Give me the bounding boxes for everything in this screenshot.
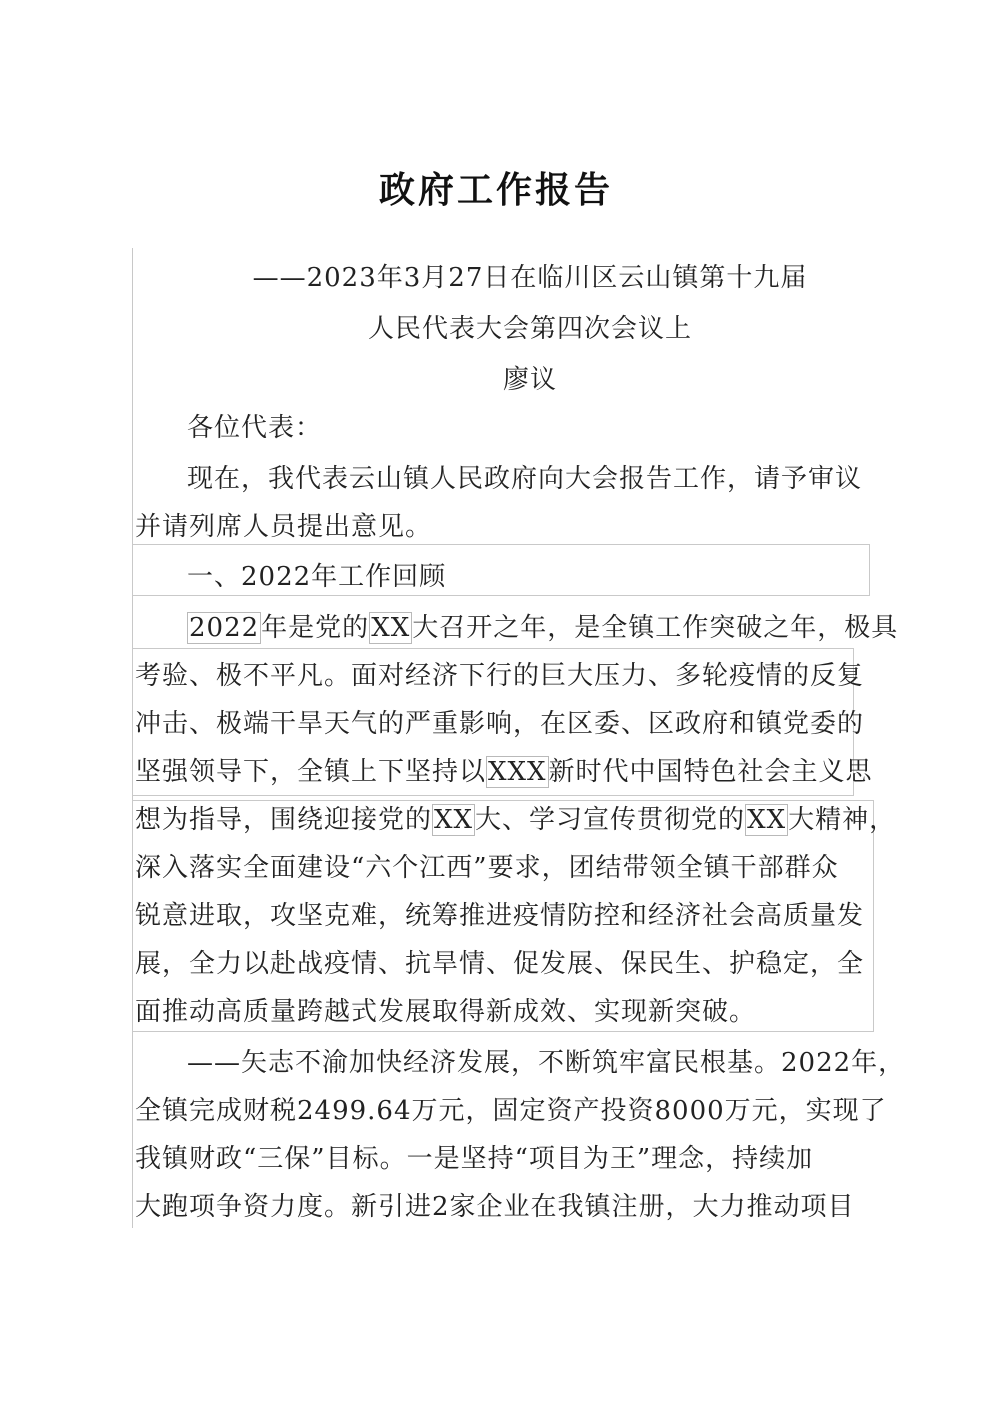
paragraph1-line-1 bbox=[135, 610, 927, 646]
page-margin-rule bbox=[132, 248, 133, 1228]
paragraph1-line-6: 深入落实全面建设“六个江西”要求，团结带领全镇干部群众 bbox=[135, 853, 839, 883]
paragraph1-line-4-text-b: 新时代中国特色社会主义思 bbox=[548, 757, 873, 787]
year-highlight: 2022 bbox=[189, 613, 260, 643]
paragraph1-line-1-text-b: 大召开之年，是全镇工作突破之年，极具 bbox=[412, 613, 899, 643]
subtitle-line-1: ——2023年3月27日在临川区云山镇第十九届 bbox=[252, 263, 808, 293]
paragraph1-line-4 bbox=[135, 754, 875, 790]
paragraph1-line-1-text-a: 年是党的 bbox=[261, 613, 370, 643]
paragraph2-line-1: ——矢志不渝加快经济发展，不断筑牢富民根基。2022年， bbox=[187, 1048, 906, 1078]
placeholder-highlight: XX bbox=[747, 805, 787, 835]
paragraph1-line-8: 展，全力以赴战疫情、抗旱情、促发展、保民生、护稳定，全 bbox=[135, 949, 865, 979]
placeholder-highlight: XXX bbox=[488, 757, 547, 787]
paragraph1-line-5-text-b: 大、学习宣传贯彻党的 bbox=[475, 805, 746, 835]
placeholder-highlight: XX bbox=[371, 613, 411, 643]
paragraph1-line-5-text-a: 想为指导，围绕迎接党的 bbox=[135, 805, 433, 835]
paragraph1-line-7: 锐意进取，攻坚克难，统筹推进疫情防控和经济社会高质量发 bbox=[135, 901, 865, 931]
intro-line-2: 并请列席人员提出意见。 bbox=[135, 512, 433, 542]
paragraph2-line-4: 大跑项争资力度。新引进2家企业在我镇注册，大力推动项目 bbox=[135, 1192, 855, 1222]
paragraph2-line-2: 全镇完成财税2499.64万元，固定资产投资8000万元，实现了 bbox=[135, 1096, 887, 1126]
salutation: 各位代表： bbox=[187, 413, 323, 443]
paragraph1-line-5 bbox=[135, 802, 897, 838]
paragraph1-line-9: 面推动高质量跨越式发展取得新成效、实现新突破。 bbox=[135, 997, 757, 1027]
paragraph2-line-3: 我镇财政“三保”目标。一是坚持“项目为王”理念，持续加 bbox=[135, 1144, 814, 1174]
paragraph1-line-3: 冲击、极端干旱天气的严重影响，在区委、区政府和镇党委的 bbox=[135, 709, 865, 739]
subtitle-line-2: 人民代表大会第四次会议上 bbox=[367, 314, 692, 344]
section-heading: 一、2022年工作回顾 bbox=[187, 562, 447, 592]
intro-line-1: 现在，我代表云山镇人民政府向大会报告工作，请予审议 bbox=[187, 464, 863, 494]
paragraph1-line-2: 考验、极不平凡。面对经济下行的巨大压力、多轮疫情的反复 bbox=[135, 661, 865, 691]
placeholder-highlight: XX bbox=[434, 805, 474, 835]
author-name: 廖议 bbox=[502, 365, 557, 395]
paragraph1-line-5-text-c: 大精神， bbox=[788, 805, 897, 835]
paragraph1-line-4-text-a: 坚强领导下，全镇上下坚持以 bbox=[135, 757, 487, 787]
document-title: 政府工作报告 bbox=[378, 169, 613, 211]
